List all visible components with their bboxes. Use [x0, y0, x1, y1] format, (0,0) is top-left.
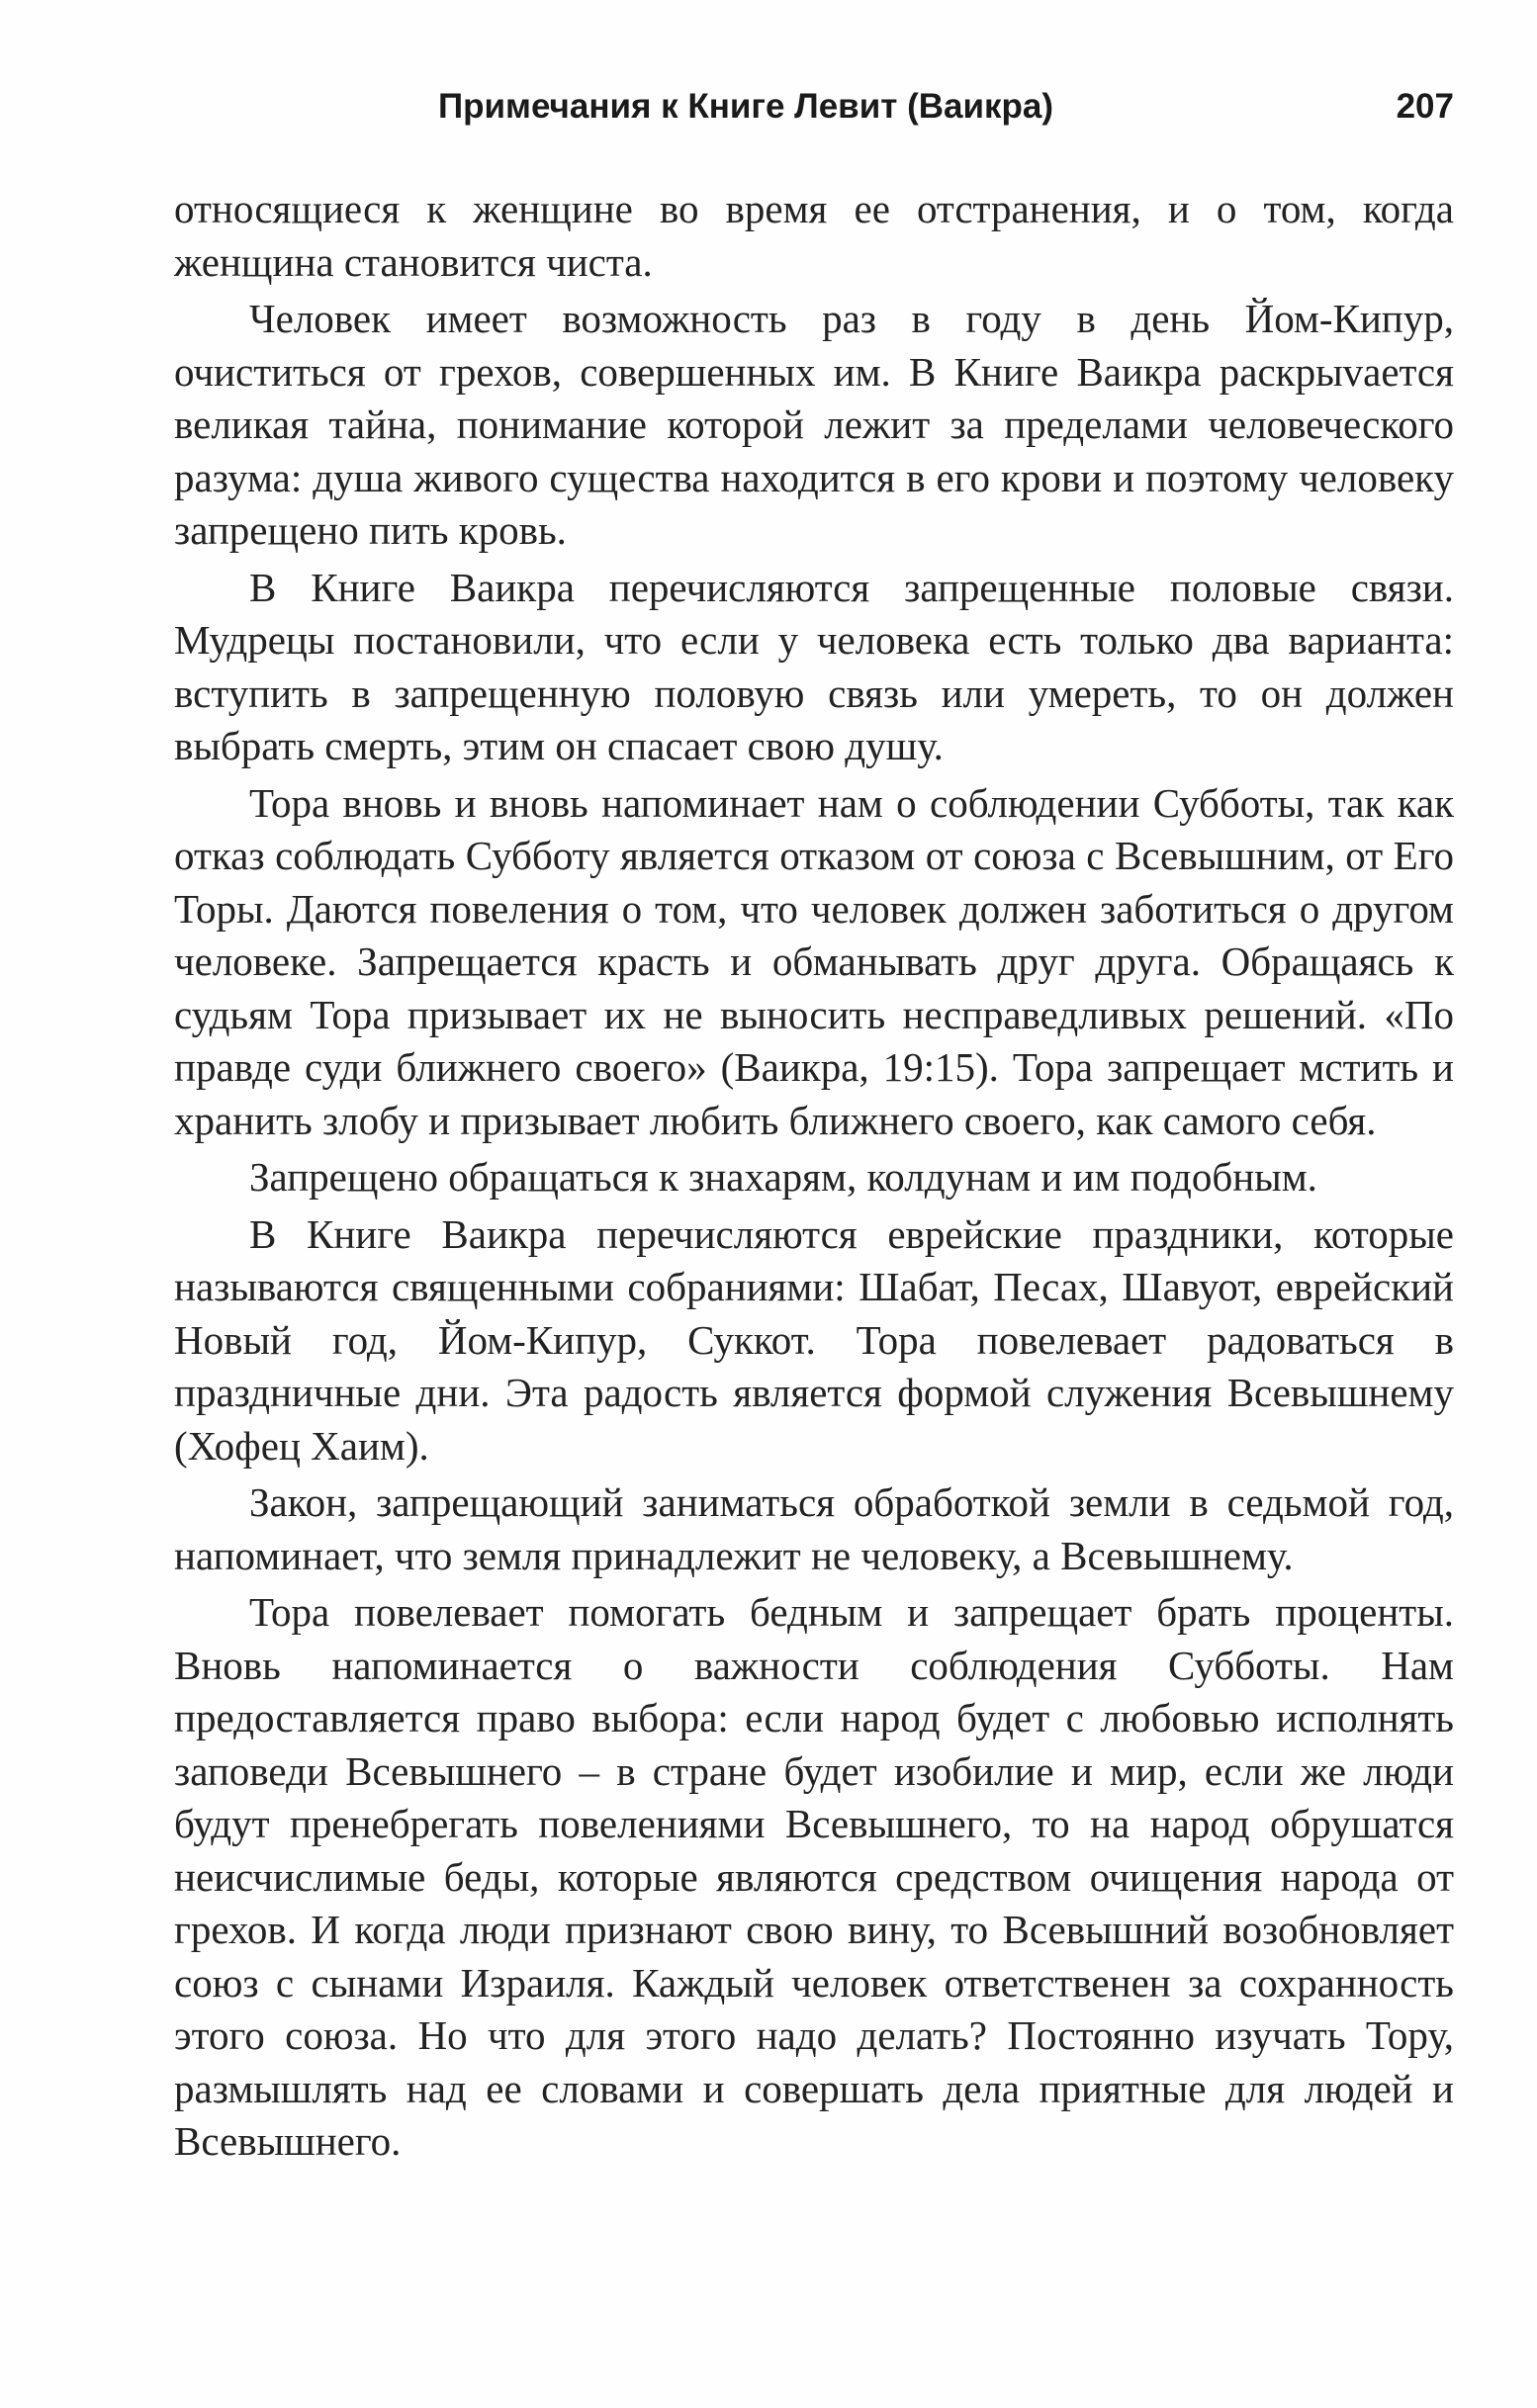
paragraph-seventh-year: Закон, запрещающий заниматься обработкой земли в седьмой год, напоминает, что земля принадлежит не человеку, а Всевышнему.: [174, 1479, 1454, 1578]
paragraph-shabbat: Тора вновь и вновь напоминает нам о соблюдении Субботы, так как отказ соблюдать Субботу является отказом от союза с Всевышним, от Его Торы. Даются повеления о том, что человек должен заботиться о другом человеке. Запрещается красть и обманывать друг друга. Обращаясь к судьям Тора призывает их не выносить несправедливых решений. «По правде суди ближнего своего» (Ваикра, 19:15). Тора запрещает мстить и хранить злобу и призывает любить ближнего своего, как самого себя.: [174, 779, 1454, 1143]
paragraph-continuation: относящиеся к женщине во время ее отстранения, и о том, когда женщина становится чиста.: [174, 186, 1454, 285]
paragraph-holidays: В Книге Ваикра перечисляются еврейские праздники, которые называются священными собраниями: Шабат, Песах, Шавуот, еврейский Новый год, Йом-Кипур, Суккот. Тора повелевает радоваться в праздничные дни. Эта радость является формой служения Всевышнему (Хофец Хаим).: [174, 1210, 1454, 1469]
running-header: [438, 87, 1454, 146]
paragraph-yom-kippur: Человек имеет возможность раз в году в день Йом-Кипур, очиститься от грехов, совершенных им. В Книге Ваикра раскрыvается великая тайна, понимание которой лежит за пределами человеческого разума: душа живого существа находится в его крови и поэтому человеку запрещено пить кровь.: [174, 296, 1454, 553]
paragraph-covenant: Тора повелевает помогать бедным и запрещает брать проценты. Вновь напоминается о важности соблюдения Субботы. Нам предоставляется право выбора: если народ будет с любовью исполнять заповеди Всевышнего – в стране будет изобилие и мир, если же люди будут пренебрегать повелениями Всевышнего, то на народ обрушатся неисчислимые беды, которые являются средством очищения народа от грехов. И когда люди признают свою вину, то Всевышний возобновляет союз с сынами Израиля. Каждый человек ответственен за сохранность этого союза. Но что для этого надо делать? Постоянно изучать Тору, размышлять над ее словами и совершать дела приятные для людей и Всевышнего.: [174, 1589, 1454, 2164]
running-title: Примечания к Книге Левит (Ваикра): [438, 87, 1054, 126]
page-number: 207: [1396, 87, 1454, 126]
paragraph-sorcerers: Запрещено обращаться к знахарям, колдунам и им подобным.: [249, 1154, 1317, 1200]
body-text: [174, 183, 1454, 2173]
paragraph-forbidden-relations: В Книге Ваикра перечисляются запрещенные половые связи. Мудрецы постановили, что если у человека есть только два варианта: вступить в запрещенную половую связь или умереть, то он должен выбрать смерть, этим он спасает свою душу.: [174, 564, 1454, 768]
